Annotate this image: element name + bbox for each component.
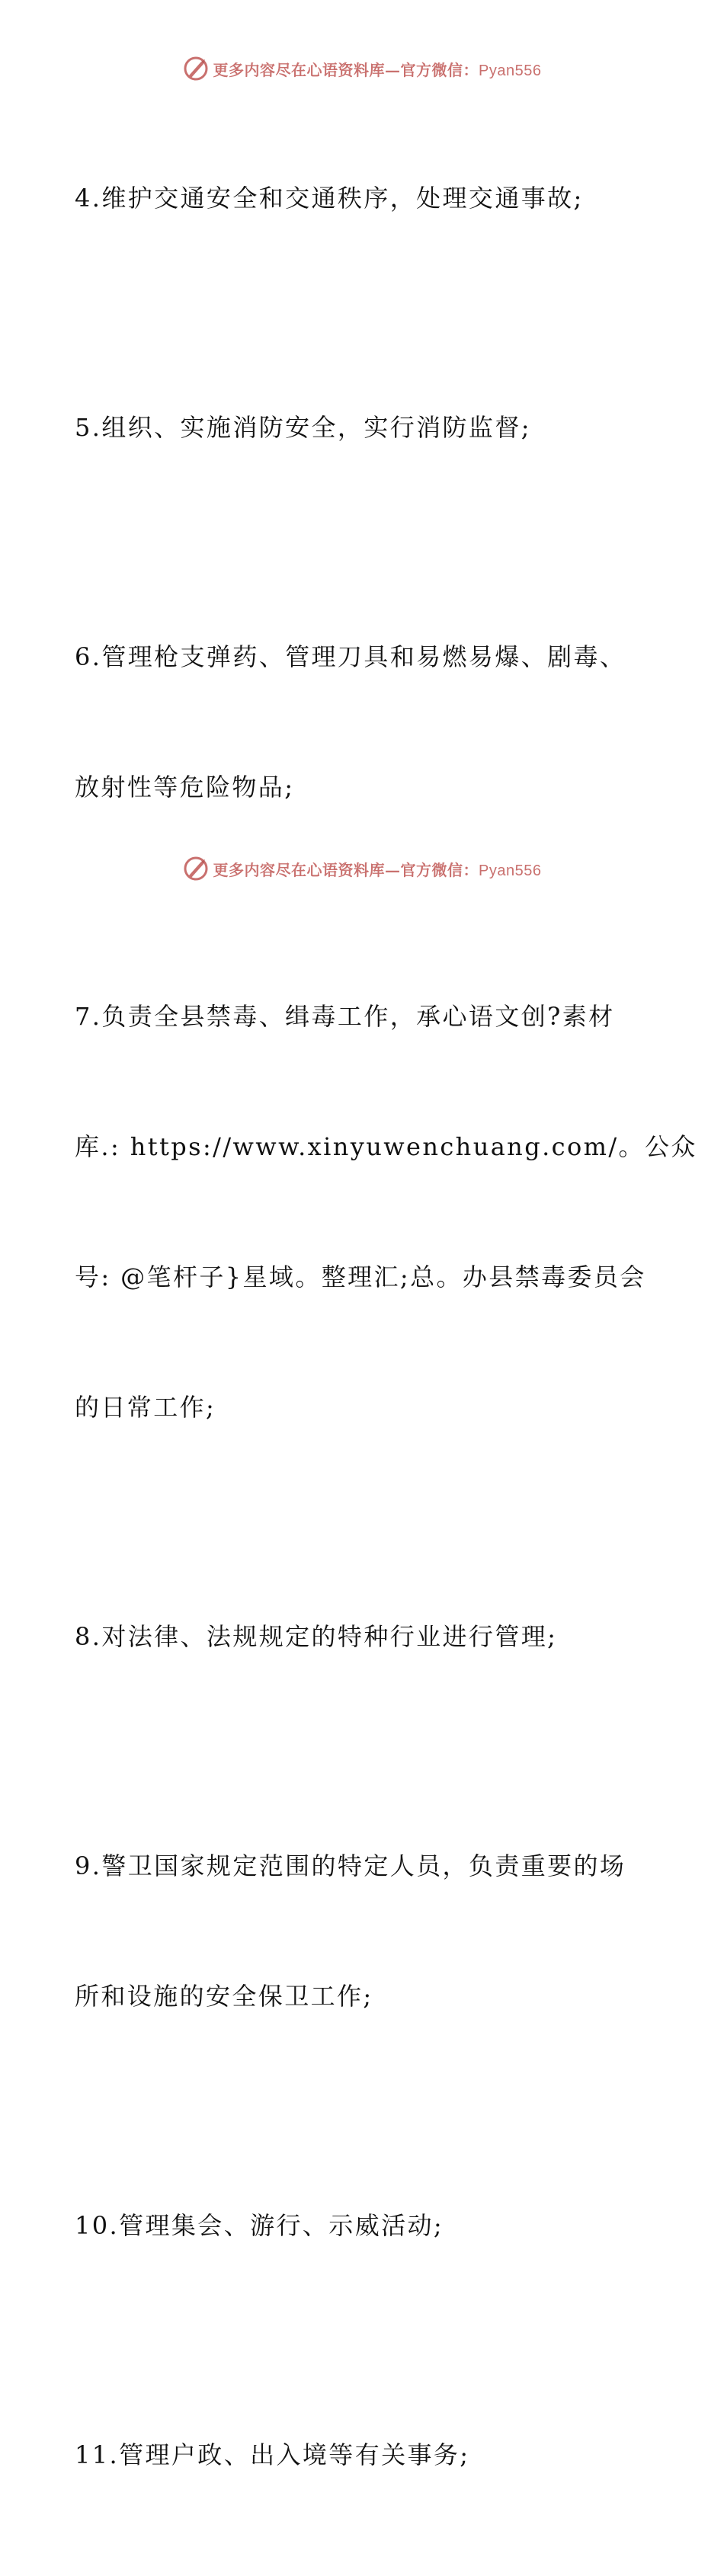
pen-logo-icon [183, 56, 209, 82]
footer-banner-text [213, 858, 542, 880]
paragraph-line: 6.管理枪支弹药、管理刀具和易燃易爆、剧毒、 [75, 642, 626, 671]
paragraph-line: 7.负责全县禁毒、缉毒工作，承心语文创?素材 [75, 1002, 615, 1031]
paragraph-item-4 [75, 90, 639, 307]
header-banner-wechat-id: Pyan556 [479, 62, 542, 79]
paragraph-line: 所和设施的安全保卫工作; [75, 1982, 373, 2011]
footer-banner-wechat-id: Pyan556 [479, 862, 542, 879]
paragraph-item-6 [75, 549, 639, 896]
paragraph-line: 8.对法律、法规规定的特种行业进行管理; [75, 1622, 558, 1651]
paragraph-line: 的日常工作; [75, 1393, 216, 1422]
paragraph-line: 9.警卫国家规定范围的特定人员，负责重要的场 [75, 1851, 626, 1880]
footer-banner-cn: 更多内容尽在心语资料库—官方微信： [213, 860, 479, 879]
paragraph-item-8 [75, 1528, 639, 1746]
header-banner-cn: 更多内容尽在心语资料库—官方微信： [213, 60, 479, 79]
paragraph-line: 号: @笔杆子}星域。整理汇;总。办县禁毒委员会 [75, 1262, 646, 1291]
paragraph-line: 10.管理集会、游行、示威活动; [75, 2211, 444, 2240]
paragraph-item-11 [75, 2347, 639, 2564]
header-banner [0, 53, 724, 84]
paragraph-line: 库.: https://www.xinyuwenchuang.com/。公众 [75, 1132, 697, 1161]
pen-logo-icon [183, 856, 209, 882]
footer-banner [0, 853, 724, 884]
document-body [75, 90, 697, 2576]
paragraph-item-7 [75, 908, 697, 1516]
header-banner-text [213, 58, 542, 80]
paragraph-item-5 [75, 319, 639, 536]
paragraph-line: 放射性等危险物品; [75, 773, 295, 802]
paragraph-item-9 [75, 1758, 639, 2105]
paragraph-line: 11.管理户政、出入境等有关事务; [75, 2440, 470, 2469]
paragraph-line: 5.组织、实施消防安全，实行消防监督; [75, 413, 531, 442]
paragraph-line: 4.维护交通安全和交通秩序，处理交通事故; [75, 184, 584, 213]
paragraph-item-10 [75, 2117, 639, 2334]
